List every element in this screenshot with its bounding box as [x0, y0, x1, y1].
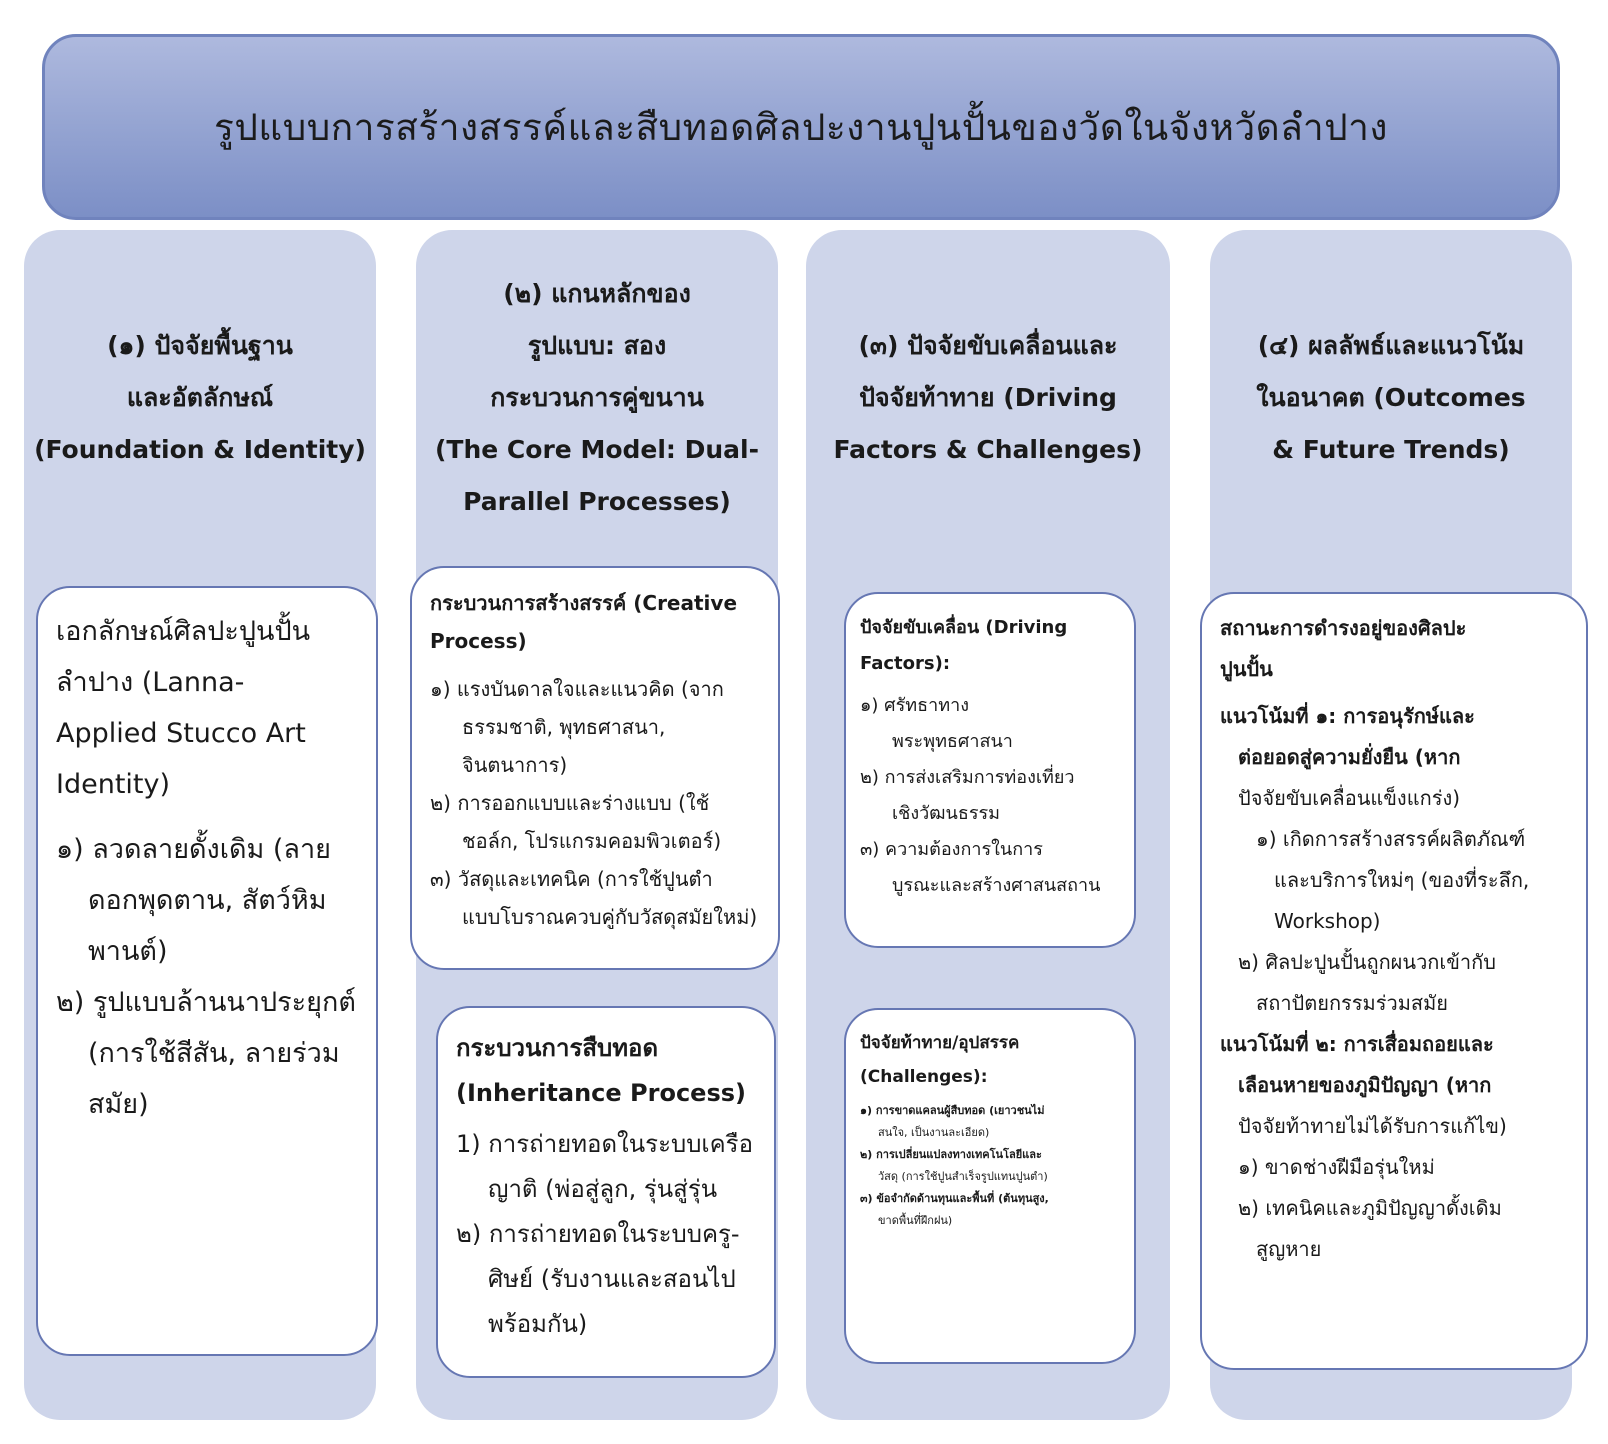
card-creative-process: กระบวนการสร้างสรรค์ (Creative Process) ๑) แรงบันดาลใจและแนวคิด (จาก ธรรมชาติ, พุทธศาสนา, จินตนาการ) ๒) การออกแบบและร่างแบบ (ใช้ ชอล์ก, โปรแกรมคอมพิวเตอร์) ๓) วัสดุและเทคนิค (การใช้ปูนตำ แบบโบราณควบคู่กับวัสดุสมัยใหม่)	[410, 566, 780, 970]
diagram-title-banner	[42, 34, 1560, 220]
card-outcomes-status: สถานะการดำรงอยู่ของศิลปะ ปูนปั้น แนวโน้มที่ ๑: การอนุรักษ์และ ต่อยอดสู่ความยั่งยืน (หาก ปัจจัยขับเคลื่อนแข็งแกร่ง) ๑) เกิดการสร้างสรรค์ผลิตภัณฑ์ และบริการใหม่ๆ (ของที่ระลึก, Workshop) ๒) ศิลปะปูนปั้นถูกผนวกเข้ากับ สถาปัตยกรรมร่วมสมัย แนวโน้มที่ ๒: การเสื่อมถอยและ เลือนหายของภูมิปัญญา (หาก ปัจจัยท้าทายไม่ได้รับการแก้ไข) ๑) ขาดช่างฝีมือรุ่นใหม่ ๒) เทคนิคและภูมิปัญญาดั้งเดิม สูญหาย	[1200, 592, 1588, 1370]
column-title: (๔) ผลลัพธ์และแนวโน้ม ในอนาคต (Outcomes & Future Trends)	[1256, 331, 1526, 464]
card-driving-factors: ปัจจัยขับเคลื่อน (Driving Factors): ๑) ศรัทธาทาง พระพุทธศาสนา ๒) การส่งเสริมการท่องเที่ยว เชิงวัฒนธรรม ๓) ความต้องการในการ บูรณะและสร้างศาสนสถาน	[844, 592, 1136, 948]
card-inheritance-process: กระบวนการสืบทอด (Inheritance Process) 1) การถ่ายทอดในระบบเครือ ญาติ (พ่อสู่ลูก, รุ่นสู่รุ่น ๒) การถ่ายทอดในระบบครู- ศิษย์ (รับงานและสอนไป พร้อมกัน)	[436, 1006, 776, 1378]
card-challenges: ปัจจัยท้าทาย/อุปสรรค (Challenges): ๑) การขาดแคลนผู้สืบทอด (เยาวชนไม่ สนใจ, เป็นงานละเอียด) ๒) การเปลี่ยนแปลงทางเทคโนโลยีและ วัสดุ (การใช้ปูนสำเร็จรูปแทนปูนตำ) ๓) ข้อจำกัดด้านทุนและพื้นที่ (ต้นทุนสูง, ขาดพื้นที่ฝึกฝน)	[844, 1008, 1136, 1364]
column-title: (๒) แกนหลักของ รูปแบบ: สอง กระบวนการคู่ขนาน (The Core Model: Dual- Parallel Processes)	[435, 279, 759, 516]
column-title: (๑) ปัจจัยพื้นฐาน และอัตลักษณ์ (Foundation & Identity)	[34, 331, 366, 464]
column-title: (๓) ปัจจัยขับเคลื่อนและ ปัจจัยท้าทาย (Driving Factors & Challenges)	[833, 331, 1143, 464]
diagram-title: รูปแบบการสร้างสรรค์และสืบทอดศิลปะงานปูนปั้นของวัดในจังหวัดลำปาง	[214, 105, 1388, 149]
card-stucco-art-identity: เอกลักษณ์ศิลปะปูนปั้น ลำปาง (Lanna- Applied Stucco Art Identity) ๑) ลวดลายดั้งเดิม (ลาย ดอกพุดตาน, สัตว์หิม พานต์) ๒) รูปแบบล้านนาประยุกต์ (การใช้สีสัน, ลายร่วม สมัย)	[36, 586, 378, 1356]
